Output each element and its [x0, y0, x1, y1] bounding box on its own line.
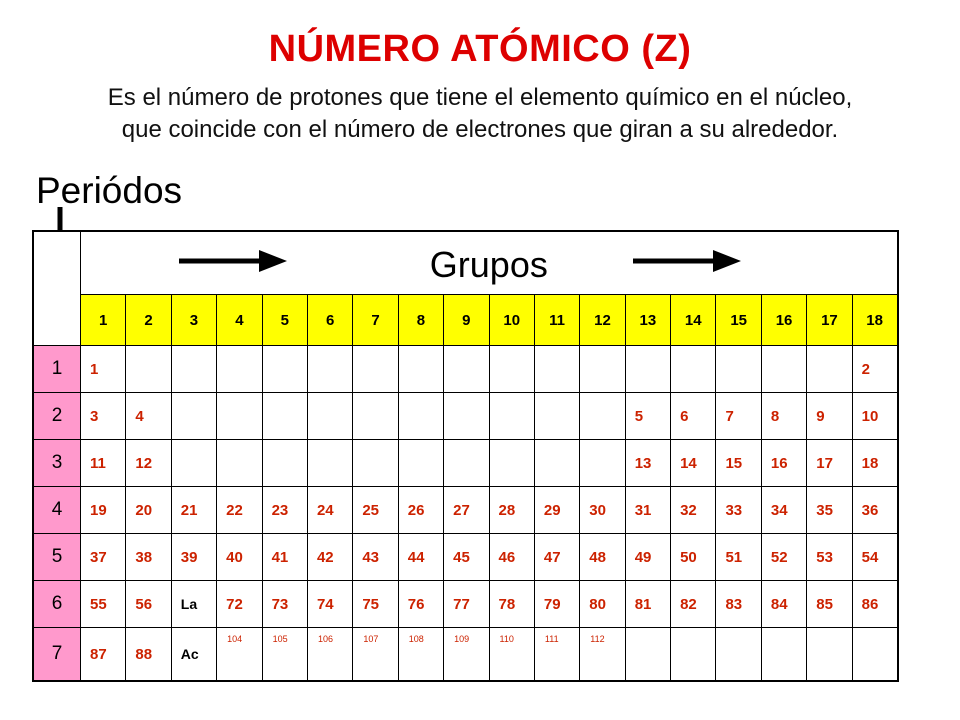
- element-cell: 17: [807, 440, 852, 487]
- element-cell: 110: [489, 628, 534, 682]
- element-cell: 82: [671, 581, 716, 628]
- element-cell: 79: [534, 581, 579, 628]
- period-row-5: [33, 534, 898, 581]
- group-number-7: 7: [353, 295, 398, 346]
- element-cell: 74: [307, 581, 352, 628]
- element-cell: 87: [81, 628, 126, 682]
- element-cell: 41: [262, 534, 307, 581]
- group-number-10: 10: [489, 295, 534, 346]
- element-cell: 46: [489, 534, 534, 581]
- element-cell: 43: [353, 534, 398, 581]
- period-row-2: [33, 393, 898, 440]
- element-cell: 2: [852, 346, 898, 393]
- empty-cell: [444, 346, 489, 393]
- element-cell: 86: [852, 581, 898, 628]
- element-cell: 76: [398, 581, 443, 628]
- element-cell: 106: [307, 628, 352, 682]
- element-cell: 11: [81, 440, 126, 487]
- element-cell: 77: [444, 581, 489, 628]
- group-number-18: 18: [852, 295, 898, 346]
- element-cell: 7: [716, 393, 761, 440]
- period-row-7: [33, 628, 898, 682]
- group-number-2: 2: [126, 295, 171, 346]
- element-cell: 88: [126, 628, 171, 682]
- element-cell: 111: [534, 628, 579, 682]
- element-cell: 48: [580, 534, 625, 581]
- empty-cell: [534, 393, 579, 440]
- element-cell: 73: [262, 581, 307, 628]
- empty-cell: [353, 346, 398, 393]
- groups-label: Grupos: [429, 244, 548, 285]
- groups-right-arrow-icon-2: [633, 248, 743, 274]
- element-cell: 22: [217, 487, 262, 534]
- element-cell: 33: [716, 487, 761, 534]
- element-cell: 56: [126, 581, 171, 628]
- empty-cell: [444, 393, 489, 440]
- element-cell: 81: [625, 581, 670, 628]
- empty-cell: [217, 440, 262, 487]
- element-cell: 13: [625, 440, 670, 487]
- element-cell: 12: [126, 440, 171, 487]
- empty-cell: [398, 346, 443, 393]
- periodic-table: [32, 230, 899, 682]
- element-cell: 23: [262, 487, 307, 534]
- group-number-14: 14: [671, 295, 716, 346]
- empty-cell: [262, 346, 307, 393]
- element-cell: 108: [398, 628, 443, 682]
- element-cell: 8: [761, 393, 806, 440]
- element-cell: 15: [716, 440, 761, 487]
- element-cell: 107: [353, 628, 398, 682]
- element-cell: 54: [852, 534, 898, 581]
- element-cell: 14: [671, 440, 716, 487]
- element-cell: 25: [353, 487, 398, 534]
- element-cell: 29: [534, 487, 579, 534]
- element-cell: 105: [262, 628, 307, 682]
- element-cell: 39: [171, 534, 216, 581]
- element-cell: Ac: [171, 628, 216, 682]
- subtitle-line-2: que coincide con el número de electrones que giran a su alrededor.: [121, 116, 839, 143]
- element-cell: 109: [444, 628, 489, 682]
- element-cell: 4: [126, 393, 171, 440]
- period-row-6: [33, 581, 898, 628]
- empty-cell: [217, 393, 262, 440]
- empty-cell: [307, 440, 352, 487]
- element-cell: 36: [852, 487, 898, 534]
- table-corner: [33, 231, 81, 346]
- element-cell: 10: [852, 393, 898, 440]
- group-number-8: 8: [398, 295, 443, 346]
- page-title: NÚMERO ATÓMICO (Z): [268, 28, 692, 70]
- empty-cell: [262, 393, 307, 440]
- element-cell: 35: [807, 487, 852, 534]
- element-cell: 50: [671, 534, 716, 581]
- group-number-1: 1: [81, 295, 126, 346]
- element-cell: 26: [398, 487, 443, 534]
- empty-cell: [444, 440, 489, 487]
- element-cell: 78: [489, 581, 534, 628]
- group-number-11: 11: [534, 295, 579, 346]
- element-cell: 55: [81, 581, 126, 628]
- group-number-16: 16: [761, 295, 806, 346]
- empty-cell: [580, 440, 625, 487]
- element-cell: La: [171, 581, 216, 628]
- element-cell: 80: [580, 581, 625, 628]
- subtitle-line-1: Es el número de protones que tiene el elemento químico en el núcleo,: [107, 84, 853, 111]
- element-cell: 75: [353, 581, 398, 628]
- element-cell: 85: [807, 581, 852, 628]
- element-cell: 20: [126, 487, 171, 534]
- element-cell: 19: [81, 487, 126, 534]
- empty-cell: [171, 440, 216, 487]
- period-number: 4: [33, 487, 81, 534]
- element-cell: 51: [716, 534, 761, 581]
- empty-cell: [580, 346, 625, 393]
- empty-cell: [171, 393, 216, 440]
- element-cell: 27: [444, 487, 489, 534]
- empty-cell: [489, 393, 534, 440]
- element-cell: 83: [716, 581, 761, 628]
- empty-cell: [489, 440, 534, 487]
- element-cell: 84: [761, 581, 806, 628]
- period-number: 6: [33, 581, 81, 628]
- empty-cell: [126, 346, 171, 393]
- group-number-15: 15: [716, 295, 761, 346]
- element-cell: 45: [444, 534, 489, 581]
- empty-cell: [580, 393, 625, 440]
- empty-cell: [398, 440, 443, 487]
- periods-label: Periódos: [36, 170, 183, 211]
- empty-cell: [353, 393, 398, 440]
- element-cell: 31: [625, 487, 670, 534]
- element-cell: 53: [807, 534, 852, 581]
- group-number-13: 13: [625, 295, 670, 346]
- group-number-12: 12: [580, 295, 625, 346]
- group-number-17: 17: [807, 295, 852, 346]
- empty-cell: [761, 346, 806, 393]
- empty-cell: [625, 628, 670, 682]
- group-number-3: 3: [171, 295, 216, 346]
- empty-cell: [716, 346, 761, 393]
- element-cell: 49: [625, 534, 670, 581]
- empty-cell: [217, 346, 262, 393]
- groups-header: [81, 231, 898, 295]
- element-cell: 18: [852, 440, 898, 487]
- group-number-5: 5: [262, 295, 307, 346]
- element-cell: 21: [171, 487, 216, 534]
- period-number: 1: [33, 346, 81, 393]
- empty-cell: [398, 393, 443, 440]
- element-cell: 104: [217, 628, 262, 682]
- element-cell: 72: [217, 581, 262, 628]
- element-cell: 37: [81, 534, 126, 581]
- empty-cell: [307, 346, 352, 393]
- empty-cell: [534, 346, 579, 393]
- empty-cell: [671, 346, 716, 393]
- empty-cell: [534, 440, 579, 487]
- period-number: 7: [33, 628, 81, 682]
- element-cell: 38: [126, 534, 171, 581]
- element-cell: 40: [217, 534, 262, 581]
- element-cell: 52: [761, 534, 806, 581]
- group-number-6: 6: [307, 295, 352, 346]
- element-cell: 24: [307, 487, 352, 534]
- period-number: 2: [33, 393, 81, 440]
- period-number: 3: [33, 440, 81, 487]
- period-row-4: [33, 487, 898, 534]
- empty-cell: [852, 628, 898, 682]
- group-numbers-row: [33, 295, 898, 346]
- empty-cell: [353, 440, 398, 487]
- group-number-4: 4: [217, 295, 262, 346]
- empty-cell: [716, 628, 761, 682]
- element-cell: 30: [580, 487, 625, 534]
- period-number: 5: [33, 534, 81, 581]
- groups-right-arrow-icon: [179, 248, 289, 274]
- element-cell: 42: [307, 534, 352, 581]
- empty-cell: [489, 346, 534, 393]
- period-row-3: [33, 440, 898, 487]
- empty-cell: [171, 346, 216, 393]
- subtitle: [0, 82, 960, 146]
- element-cell: 47: [534, 534, 579, 581]
- element-cell: 16: [761, 440, 806, 487]
- empty-cell: [671, 628, 716, 682]
- element-cell: 1: [81, 346, 126, 393]
- empty-cell: [807, 628, 852, 682]
- element-cell: 32: [671, 487, 716, 534]
- period-row-1: [33, 346, 898, 393]
- element-cell: 34: [761, 487, 806, 534]
- element-cell: 28: [489, 487, 534, 534]
- empty-cell: [307, 393, 352, 440]
- element-cell: 9: [807, 393, 852, 440]
- empty-cell: [262, 440, 307, 487]
- empty-cell: [761, 628, 806, 682]
- empty-cell: [807, 346, 852, 393]
- element-cell: 3: [81, 393, 126, 440]
- element-cell: 6: [671, 393, 716, 440]
- group-number-9: 9: [444, 295, 489, 346]
- element-cell: 112: [580, 628, 625, 682]
- element-cell: 5: [625, 393, 670, 440]
- empty-cell: [625, 346, 670, 393]
- element-cell: 44: [398, 534, 443, 581]
